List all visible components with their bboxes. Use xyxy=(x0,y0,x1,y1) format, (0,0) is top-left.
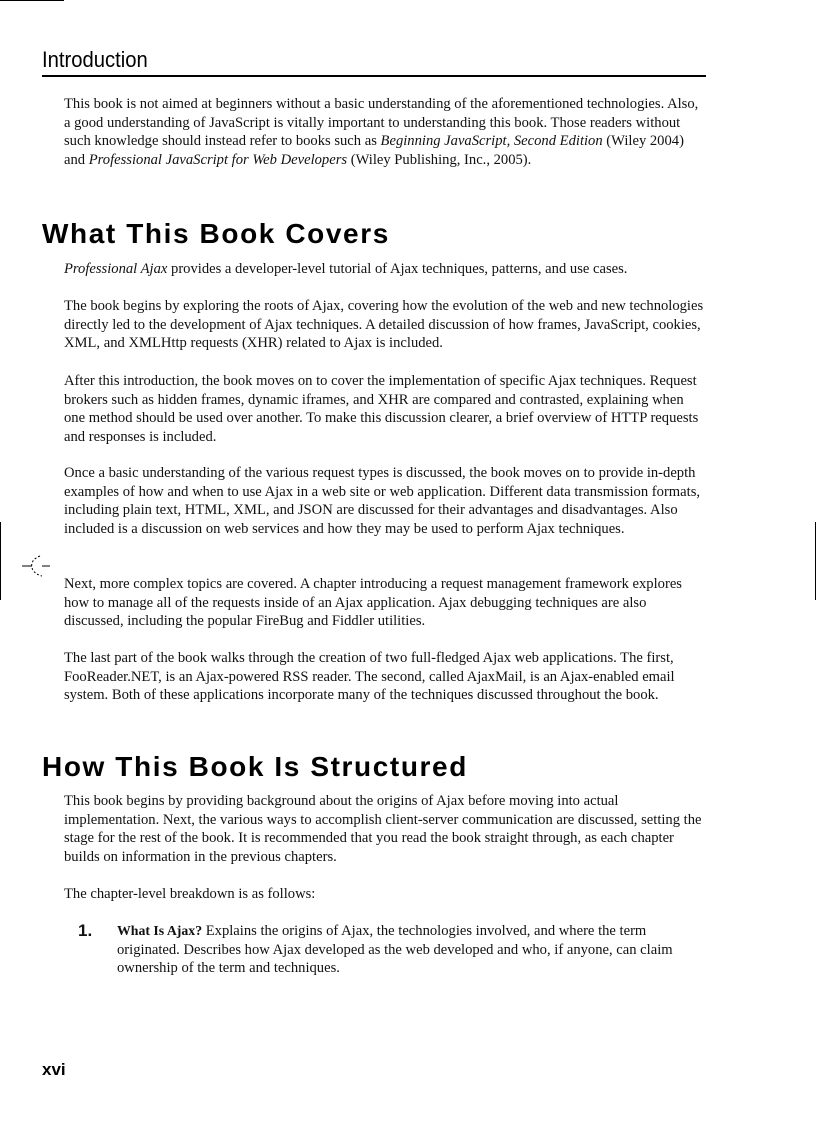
page-number: xvi xyxy=(42,1060,66,1079)
covers-paragraph-3: After this introduction, the book moves on to cover the implementation of specific Ajax techniques. Request brokers such as hidden frames, dynamic iframes, and XHR are compared and contrasted, explaining when one method should be used over another. To make this discussion clearer, a brief overview of HTTP requests and responses is included. xyxy=(64,373,699,445)
covers-paragraph-4: Once a basic understanding of the various request types is discussed, the book moves on to provide in-depth examples of how and when to use Ajax in a web site or web application. Different data transmission formats, including plain text, HTML, XML, and JSON are discussed for their advantages and disadvantages. Also included is a discussion on web services and how they may be used to perform Ajax techniques. xyxy=(64,465,701,537)
chapter-list-body xyxy=(117,922,708,978)
covers-paragraph-5: Next, more complex topics are covered. A chapter introducing a request management framework explores how to manage all of the requests inside of an Ajax application. Ajax debugging techniques are also discussed, including the popular FireBug and Fiddler utilities. xyxy=(64,576,682,630)
chapter-list-description: Explains the origins of Ajax, the technologies involved, and where the term originated. Describes how Ajax developed as the web developed and who, if anyone, can claim ownership of the term and techniques. xyxy=(117,923,673,977)
intro-text-end: (Wiley Publishing, Inc., 2005). xyxy=(347,151,532,168)
chapter-list-number: 1. xyxy=(78,921,93,940)
intro-text-mid: (Wiley 2004) and xyxy=(64,133,684,168)
intro-paragraph xyxy=(64,95,708,169)
section-heading-how-this-book-is-structured: How This Book Is Structured xyxy=(42,751,468,782)
covers-paragraph-1-text: provides a developer-level tutorial of Ajax techniques, patterns, and use cases. xyxy=(167,261,628,277)
running-head-title: Introduction xyxy=(42,47,148,72)
section-heading-what-this-book-covers: What This Book Covers xyxy=(42,218,390,249)
covers-paragraph-2: The book begins by exploring the roots of Ajax, covering how the evolution of the web and new technologies directly led to the development of Ajax techniques. A detailed discussion of how frames, JavaScript, cookies, XML, and XMLHttp requests (XHR) related to Ajax is included. xyxy=(64,298,704,352)
covers-paragraph-6: The last part of the book walks through the creation of two full-fledged Ajax web applications. The first, FooReader.NET, is an Ajax-powered RSS reader. The second, called AjaxMail, is an Ajax-enabled email system. Both of these applications incorporate many of the techniques discussed throughout the book. xyxy=(64,650,675,704)
chapter-list-item xyxy=(64,922,708,978)
left-margin-line xyxy=(0,522,1,600)
book-title-beginning-javascript: Beginning JavaScript, Second Edition xyxy=(380,133,603,150)
book-title-professional-javascript: Professional JavaScript for Web Developers xyxy=(88,151,348,168)
header-rule xyxy=(42,75,706,77)
structure-paragraph-2: The chapter-level breakdown is as follows: xyxy=(64,886,316,902)
crop-mark-top xyxy=(0,0,64,1)
chapter-list-term: What Is Ajax? xyxy=(117,923,203,938)
covers-paragraph-1 xyxy=(64,260,708,279)
structure-paragraph-1: This book begins by providing background about the origins of Ajax before moving into actual implementation. Next, the various ways to accomplish client-server communication are discussed, setting the stage for the rest of the book. It is recommended that you read the book straight through, as each chapter builds on information in the previous chapters. xyxy=(64,793,702,865)
intro-text-start: This book is not aimed at beginners without a basic understanding of the aforementioned technologies. Also, a good understanding of JavaScript is vitally important to understanding this book. Those readers without such knowledge should instead refer to books such as xyxy=(64,96,699,150)
book-title-professional-ajax: Professional Ajax xyxy=(64,261,168,277)
crop-registration-icon xyxy=(22,552,62,582)
